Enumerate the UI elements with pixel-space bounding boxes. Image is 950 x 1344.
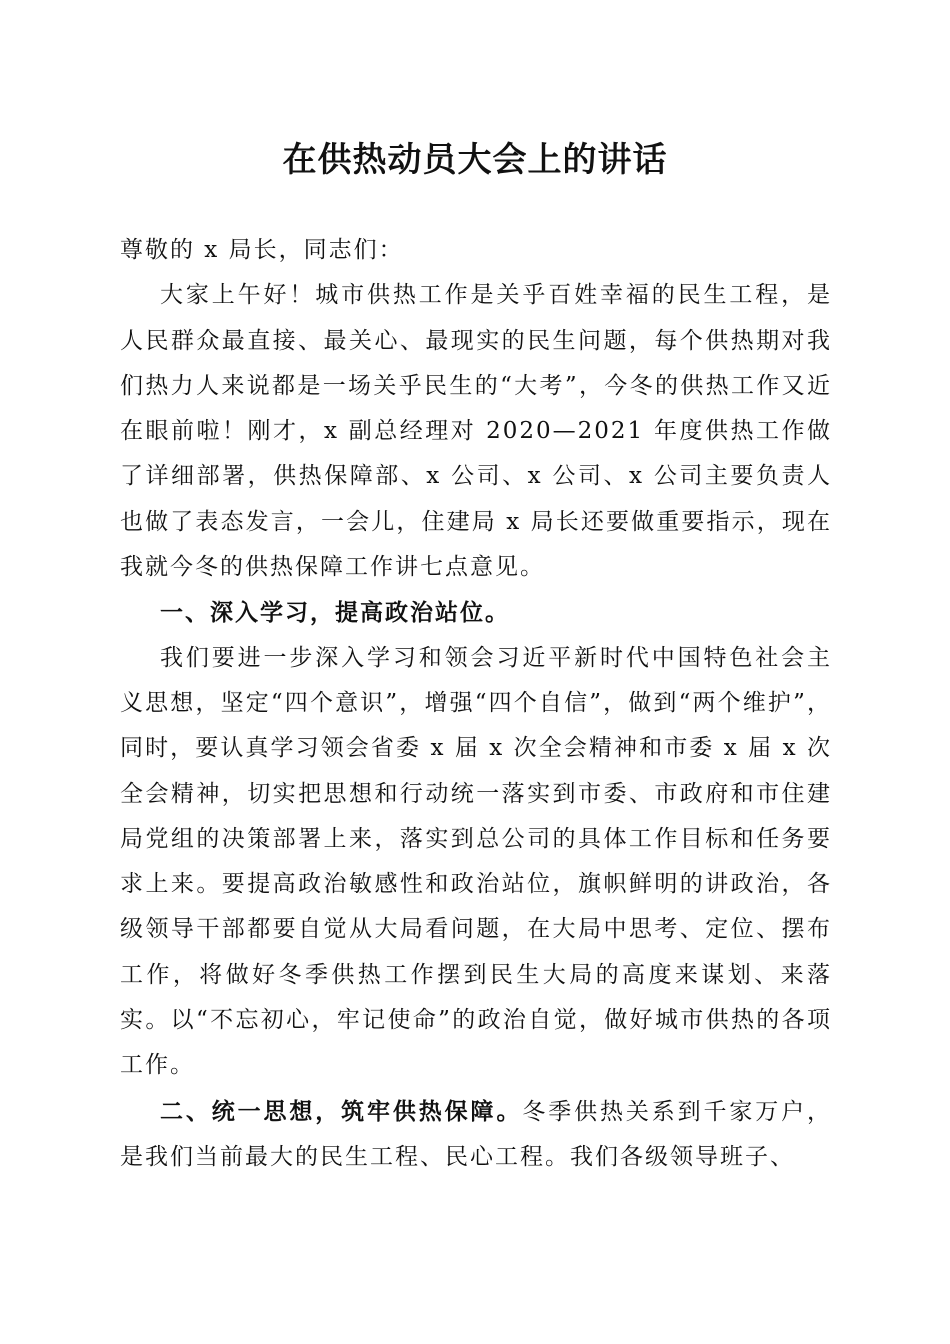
document-title: 在供热动员大会上的讲话 [282,140,668,180]
section-text-2: 冬季供热关系到千家万户，是我们当前最大的民生工程、民心工程。我们各级领导班子、 [120,1098,833,1170]
section-paragraph-2 [120,1089,832,1181]
section-heading-2: 二、统一思想，筑牢供热保障。 [160,1097,523,1125]
salutation: 尊敬的 x 局长，同志们： [120,237,404,263]
section-paragraph-1: 我们要进一步深入学习和领会习近平新时代中国特色社会主义思想，坚定“四个意识”，增强“四个自信”，做到“两个维护”，同时，要认真学习领会省委 x 届 x 次全会精神和市委 x 届 x 次全会精神，切实把思想和行动统一落实到市委、市政府和市住建局党组的决策部署上来，落实到总公司的具体工作目标和任务要求上来。要提高政治敏感性和政治站位，旗帜鲜明的讲政治，各级领导干部都要自觉从大局看问题，在大局中思考、定位、摆布工作，将做好冬季供热工作摆到民生大局的高度来谋划、来落实。以“不忘初心，牢记使命”的政治自觉，做好城市供热的各项工作。 [120,644,832,1079]
document-body [120,228,832,1180]
section-heading-1: 一、深入学习，提高政治站位。 [160,599,510,627]
opening-paragraph: 大家上午好！城市供热工作是关乎百姓幸福的民生工程，是人民群众最直接、最关心、最现实的民生问题，每个供热期对我们热力人来说都是一场关乎民生的“大考”，今冬的供热工作又近在眼前啦！刚才，x 副总经理对 2020—2021 年度供热工作做了详细部署，供热保障部、x 公司、x 公司、x 公司主要负责人也做了表态发言，一会儿，住建局 x 局长还要做重要指示，现在我就今冬的供热保障工作讲七点意见。 [120,282,832,581]
